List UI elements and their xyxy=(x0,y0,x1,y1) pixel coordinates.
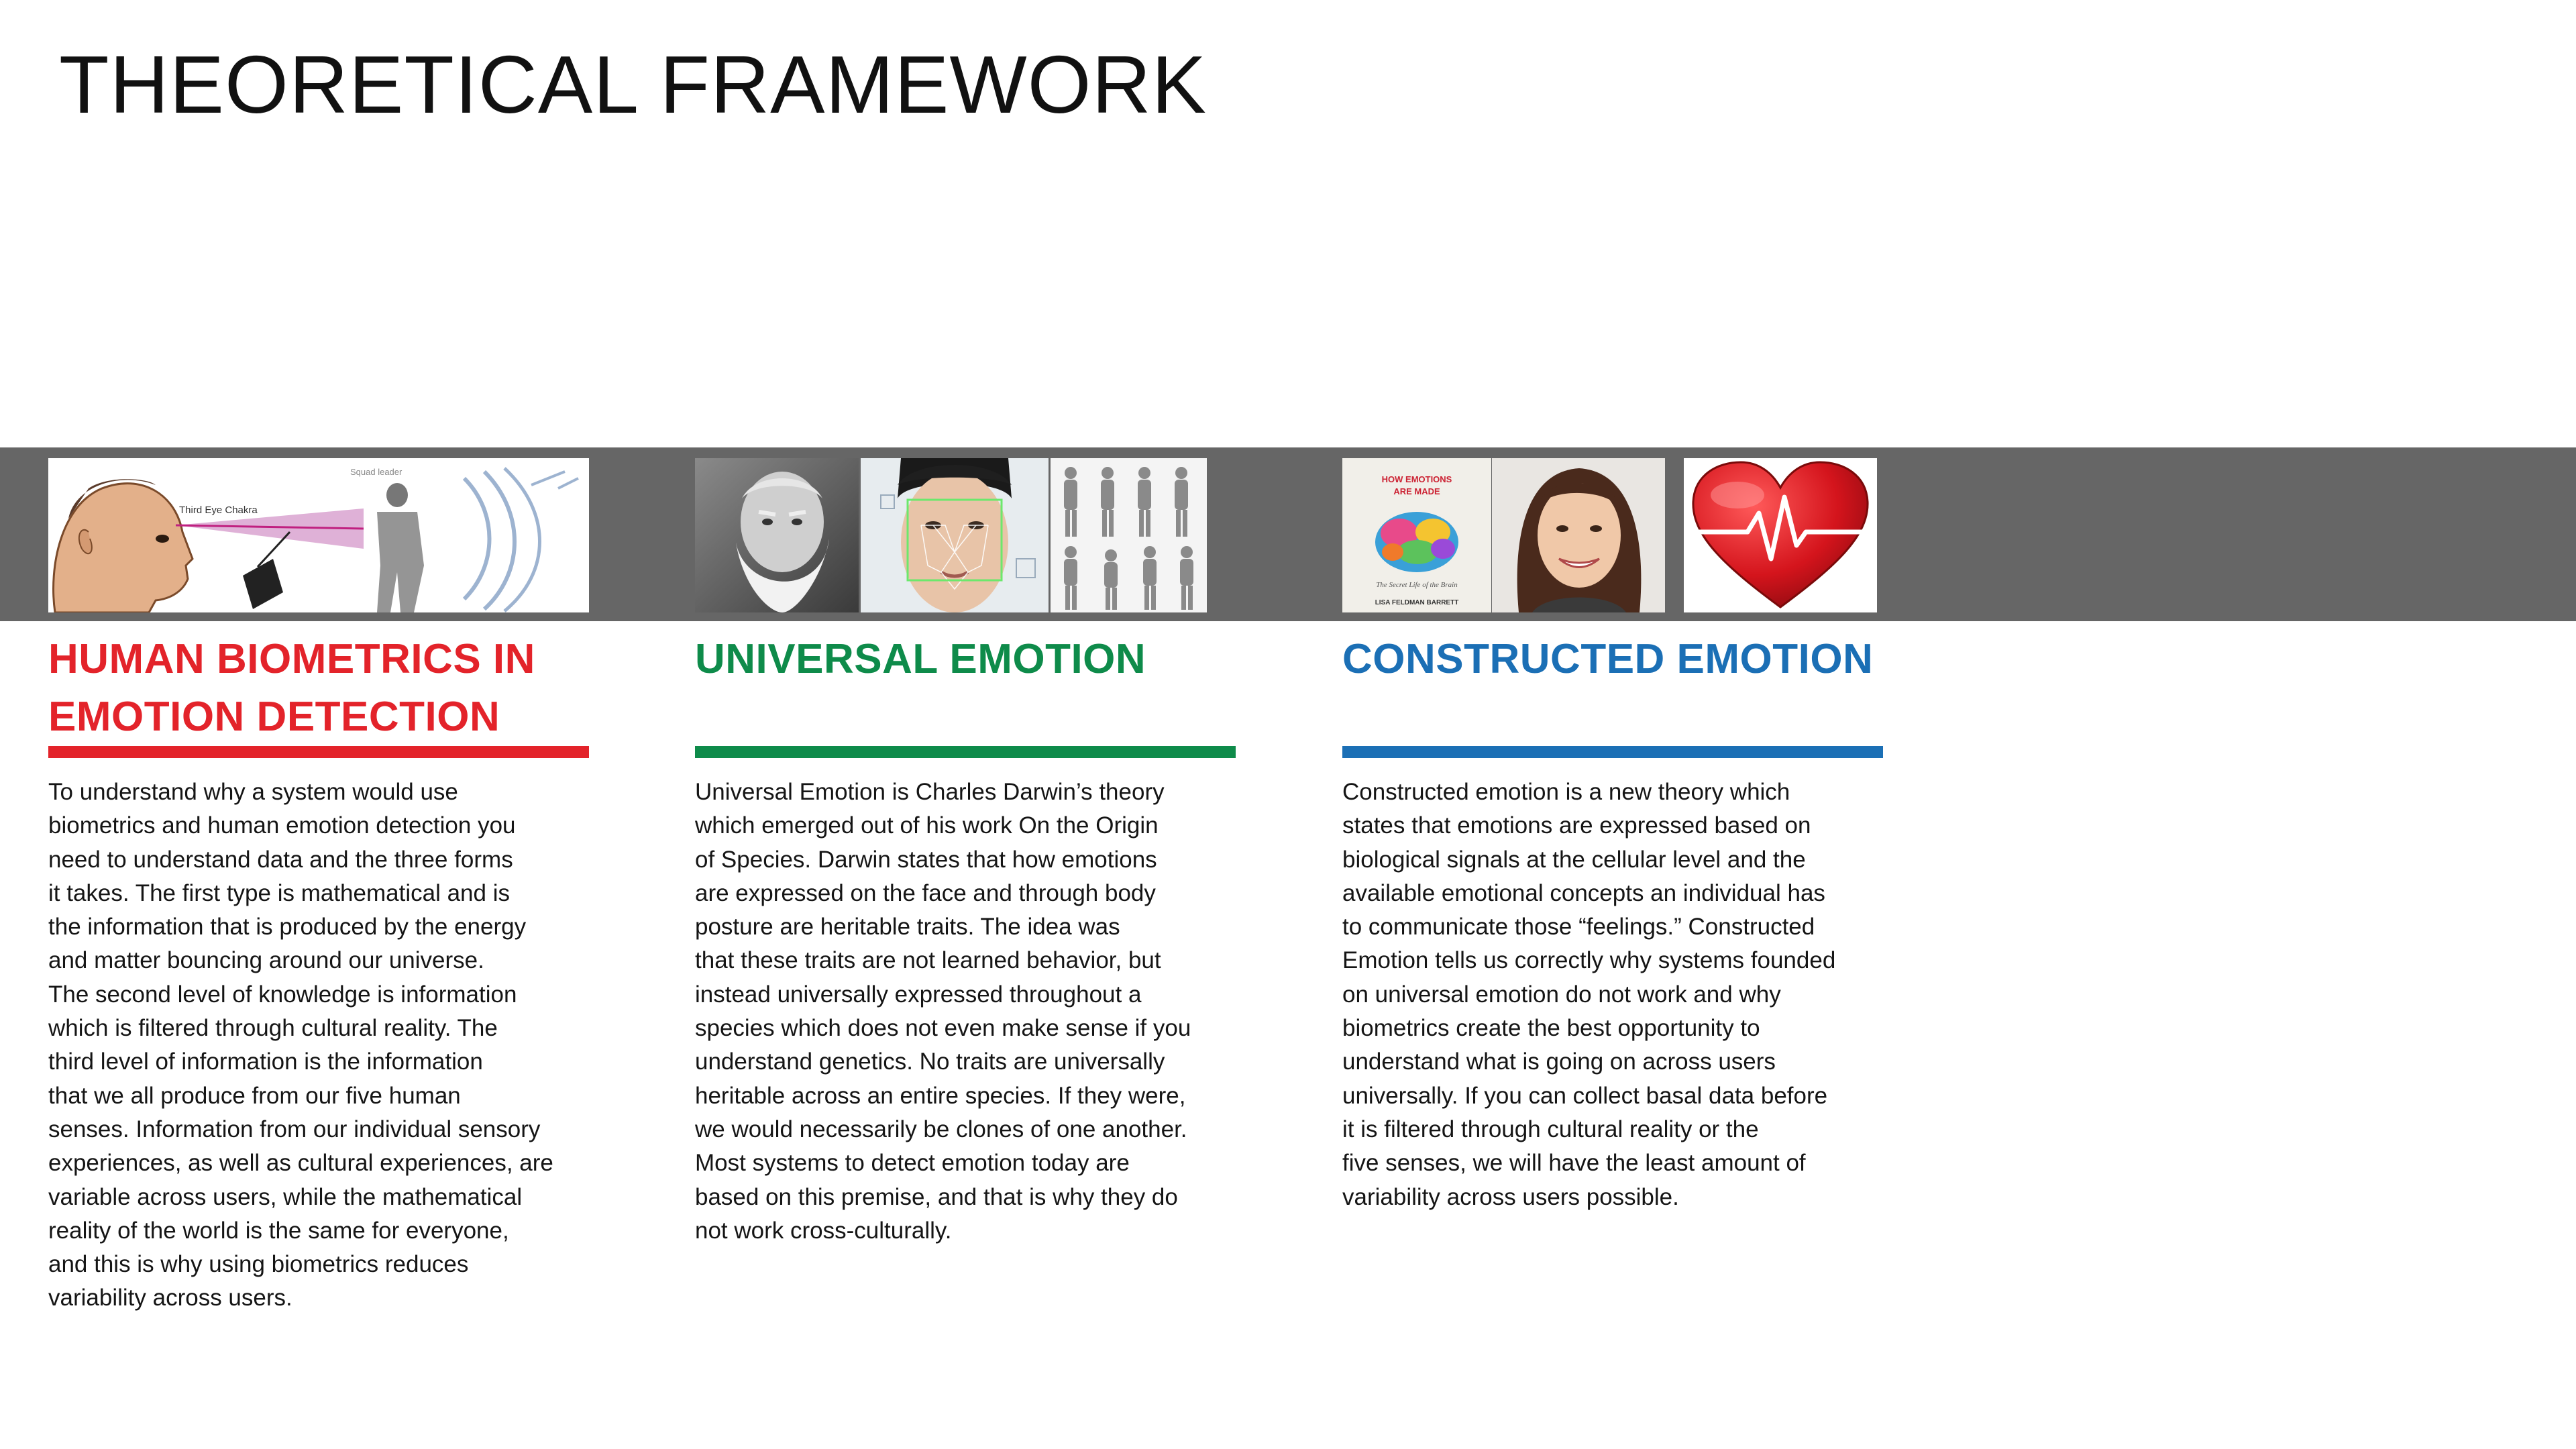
section-heading: HUMAN BIOMETRICS IN EMOTION DETECTION xyxy=(48,636,535,740)
section-divider xyxy=(695,746,1236,758)
section-divider xyxy=(48,746,589,758)
section-body: To understand why a system would use biometrics and human emotion detection you need to understand data and the three forms it takes. The first type is mathematical and is the information that is produced by the energy and matter bouncing around our universe. The second level of knowledge is information which is filtered through cultural reality. The third level of information is the information that we all produce from our five human senses. Information from our individual sensory experiences, as well as cultural experiences, are variable across users, while the mathematical reality of the world is the same for everyone, and this is why using biometrics reduces variability across users. xyxy=(48,779,553,1311)
section-constructed-emotion xyxy=(1342,631,1883,1214)
book-title-line-2: ARE MADE xyxy=(1393,486,1440,496)
book-subtitle: The Secret Life of the Brain xyxy=(1376,581,1458,589)
heartbeat-heart-icon xyxy=(1684,458,1877,612)
book-cover-image xyxy=(1342,458,1491,612)
slide-title: THEORETICAL FRAMEWORK xyxy=(59,39,1208,130)
darwin-portrait-image xyxy=(695,458,859,612)
biometrics-illustration xyxy=(48,458,589,612)
book-cover-how-emotions-are-made xyxy=(1342,458,1491,612)
section-body: Constructed emotion is a new theory which states that emotions are expressed based on biological signals at the cellular level and the available emotional concepts an individual has to communicate those “feelings.” Constructed Emotion tells us correctly why systems founded on universal emotion do not work and why biometrics create the best opportunity to understand what is going on across users universally. If you can collect basal data before it is filtered through cultural reality or the five senses, we will have the least amount of variability across users possible. xyxy=(1342,779,1836,1210)
squad-leader-label: Squad leader xyxy=(350,467,402,477)
third-eye-chakra-illustration xyxy=(48,458,589,612)
book-author: LISA FELDMAN BARRETT xyxy=(1375,599,1459,606)
section-universal-emotion xyxy=(695,631,1236,1248)
face-detection-image xyxy=(861,458,1049,612)
author-portrait-image xyxy=(1492,458,1665,612)
book-title-line-1: HOW EMOTIONS xyxy=(1381,474,1452,484)
section-heading: UNIVERSAL EMOTION xyxy=(695,636,1146,682)
author-portrait xyxy=(1492,458,1665,612)
section-heading: CONSTRUCTED EMOTION xyxy=(1342,636,1874,682)
face-detection-mesh xyxy=(861,458,1049,612)
third-eye-label: Third Eye Chakra xyxy=(179,504,258,516)
heart-rate-icon xyxy=(1684,458,1877,612)
colorful-brain-icon xyxy=(1375,512,1458,572)
body-posture-figures xyxy=(1051,458,1207,612)
section-body: Universal Emotion is Charles Darwin’s theory which emerged out of his work On the Origin of Species. Darwin states that how emotions are expressed on the face and through body posture are heritable traits. The idea was that these traits are not learned behavior, but instead universally expressed throughout a species which does not even make sense if you understand genetics. No traits are universally heritable across an entire species. If they were, we would necessarily be clones of one another. Most systems to detect emotion today are based on this premise, and that is why they do not work cross-culturally. xyxy=(695,779,1191,1244)
section-divider xyxy=(1342,746,1883,758)
posture-figures-grid xyxy=(1051,458,1207,612)
darwin-portrait xyxy=(695,458,859,612)
section-human-biometrics xyxy=(48,631,589,1316)
